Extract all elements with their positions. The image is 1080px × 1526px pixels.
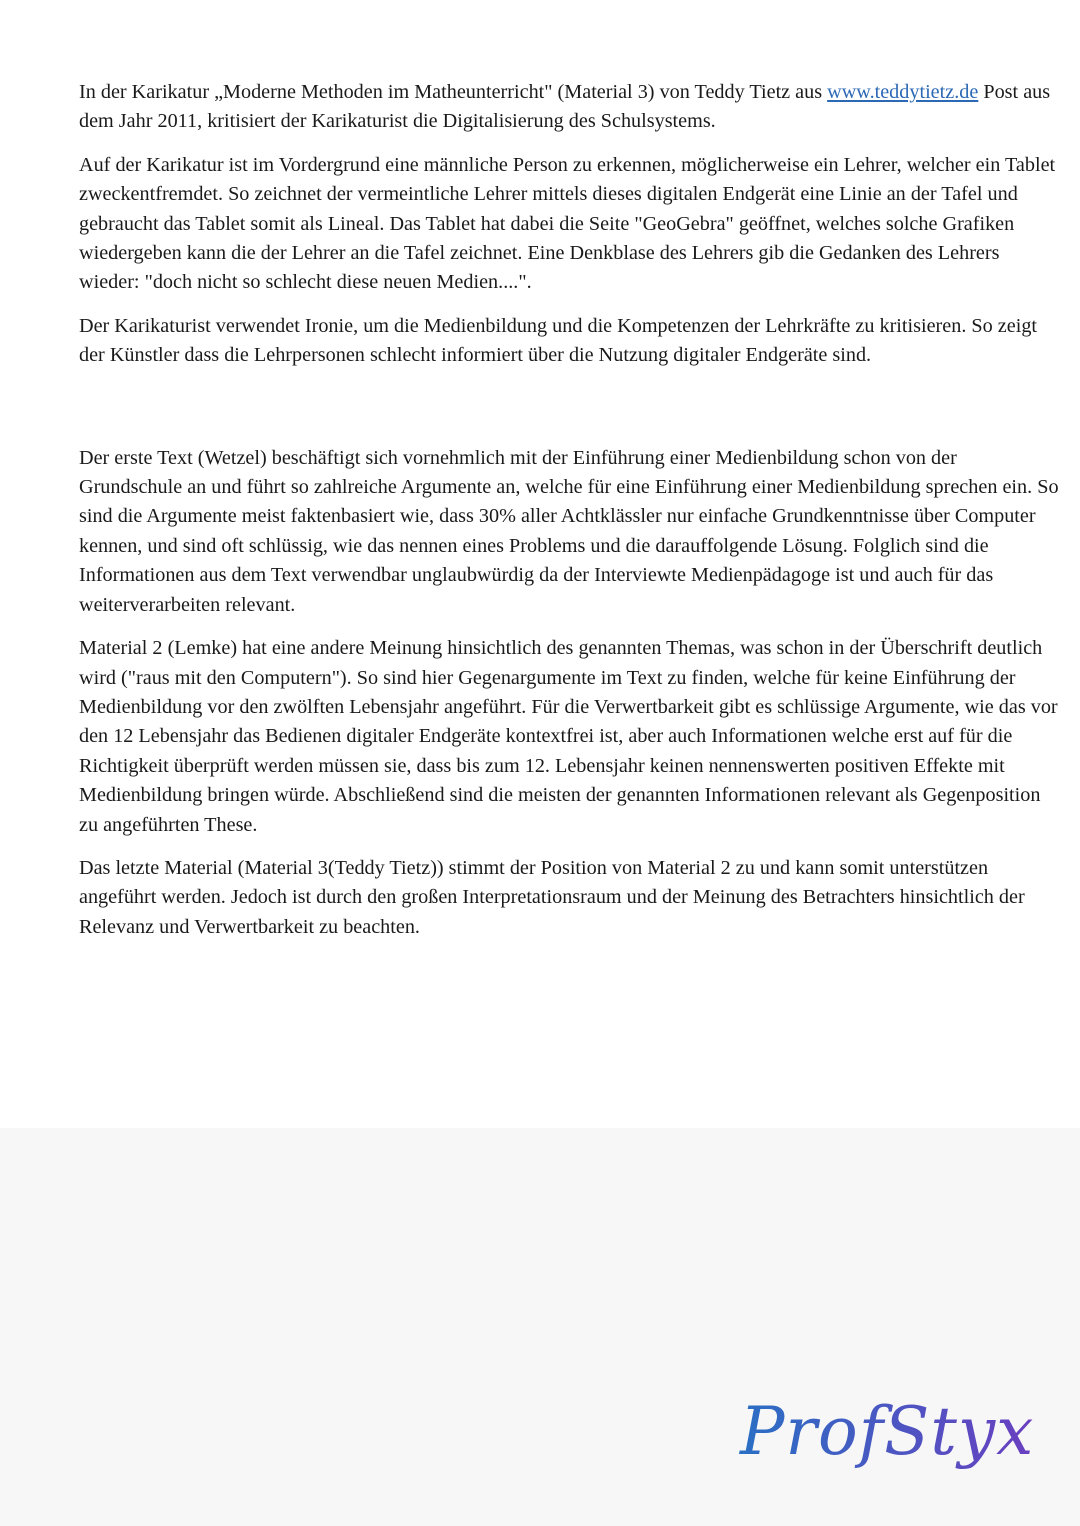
watermark-text: ProfStyx	[740, 1393, 1035, 1470]
paragraph-material-3: Das letzte Material (Material 3(Teddy Tietz)) stimmt der Position von Material 2 zu und kann somit unterstützen angeführt werden. Jedoch ist durch den großen Interpretationsraum und der Meinung des Betrachters hinsichtlich der Relevanz und Verwertbarkeit zu beachten.	[79, 856, 1025, 938]
document-body	[79, 78, 1064, 956]
paragraph-intro-text-before: In der Karikatur „Moderne Methoden im Matheunterricht" (Material 3) von Teddy Tietz aus	[79, 81, 828, 103]
paragraph-material-2: Material 2 (Lemke) hat eine andere Meinung hinsichtlich des genannten Themas, was schon in der Überschrift deutlich wird ("raus mit den Computern"). So sind hier Gegenargumente im Text zu finden, welche für keine Einführung der Medienbildung vor den zwölften Lebensjahr angeführt. Für die Verwertbarkeit gibt es schlüssige Argumente, wie das vor den 12 Lebensjahr das Bedienen digitaler Endgeräte kontextfrei ist, aber auch Informationen welche erst auf für die Richtigkeit überprüft werden müssen sie, dass bis zum 12. Lebensjahr keinen nennenswerten positiven Effekte mit Medienbildung bringen würde. Abschließend sind die meisten der genannten Informationen relevant als Gegenposition zu angeführten These.	[79, 637, 1058, 836]
paragraph-intro-text-after: Post aus dem Jahr 2011, kritisiert der Karikaturist die Digitalisierung des Schulsystems.	[79, 81, 1051, 133]
paragraph-material-1: Der erste Text (Wetzel) beschäftigt sich vornehmlich mit der Einführung einer Medienbildung schon von der Grundschule an und führt so zahlreiche Argumente an, welche für eine Einführung einer Medienbildung sprechen ein. So sind die Argumente meist faktenbasiert wie, dass 30% aller Achtklässler nur einfache Grundkenntnisse über Computer kennen, und sind oft schlüssig, wie das nennen eines Problems und die darauffolgende Lösung. Folglich sind die Informationen aus dem Text verwendbar unglaubwürdig da der Interviewte Medienpädagoge ist und auch für das weiterverarbeiten relevant.	[79, 446, 1059, 616]
profstyx-logo	[722, 1368, 1062, 1498]
teddytietz-link[interactable]: www.teddytietz.de	[827, 81, 979, 103]
profstyx-watermark	[722, 1368, 1062, 1498]
paragraph-intro	[79, 78, 1064, 137]
paragraph-interpretation: Der Karikaturist verwendet Ironie, um die Medienbildung und die Kompetenzen der Lehrkräfte zu kritisieren. So zeigt der Künstler dass die Lehrpersonen schlecht informiert über die Nutzung digitaler Endgeräte sind.	[79, 314, 1038, 367]
paragraph-description: Auf der Karikatur ist im Vordergrund eine männliche Person zu erkennen, möglicherweise ein Lehrer, welcher ein Tablet zweckentfremdet. So zeichnet der vermeintliche Lehrer mittels dieses digitalen Endgerät eine Linie an der Tafel und gebraucht das Tablet somit als Lineal. Das Tablet hat dabei die Seite "GeoGebra" geöffnet, welches solche Grafiken wiedergeben kann die der Lehrer an die Tafel zeichnet. Eine Denkblase des Lehrers gib die Gedanken des Lehrers wieder: "doch nicht so schlecht diese neuen Medien....".	[79, 153, 1056, 294]
